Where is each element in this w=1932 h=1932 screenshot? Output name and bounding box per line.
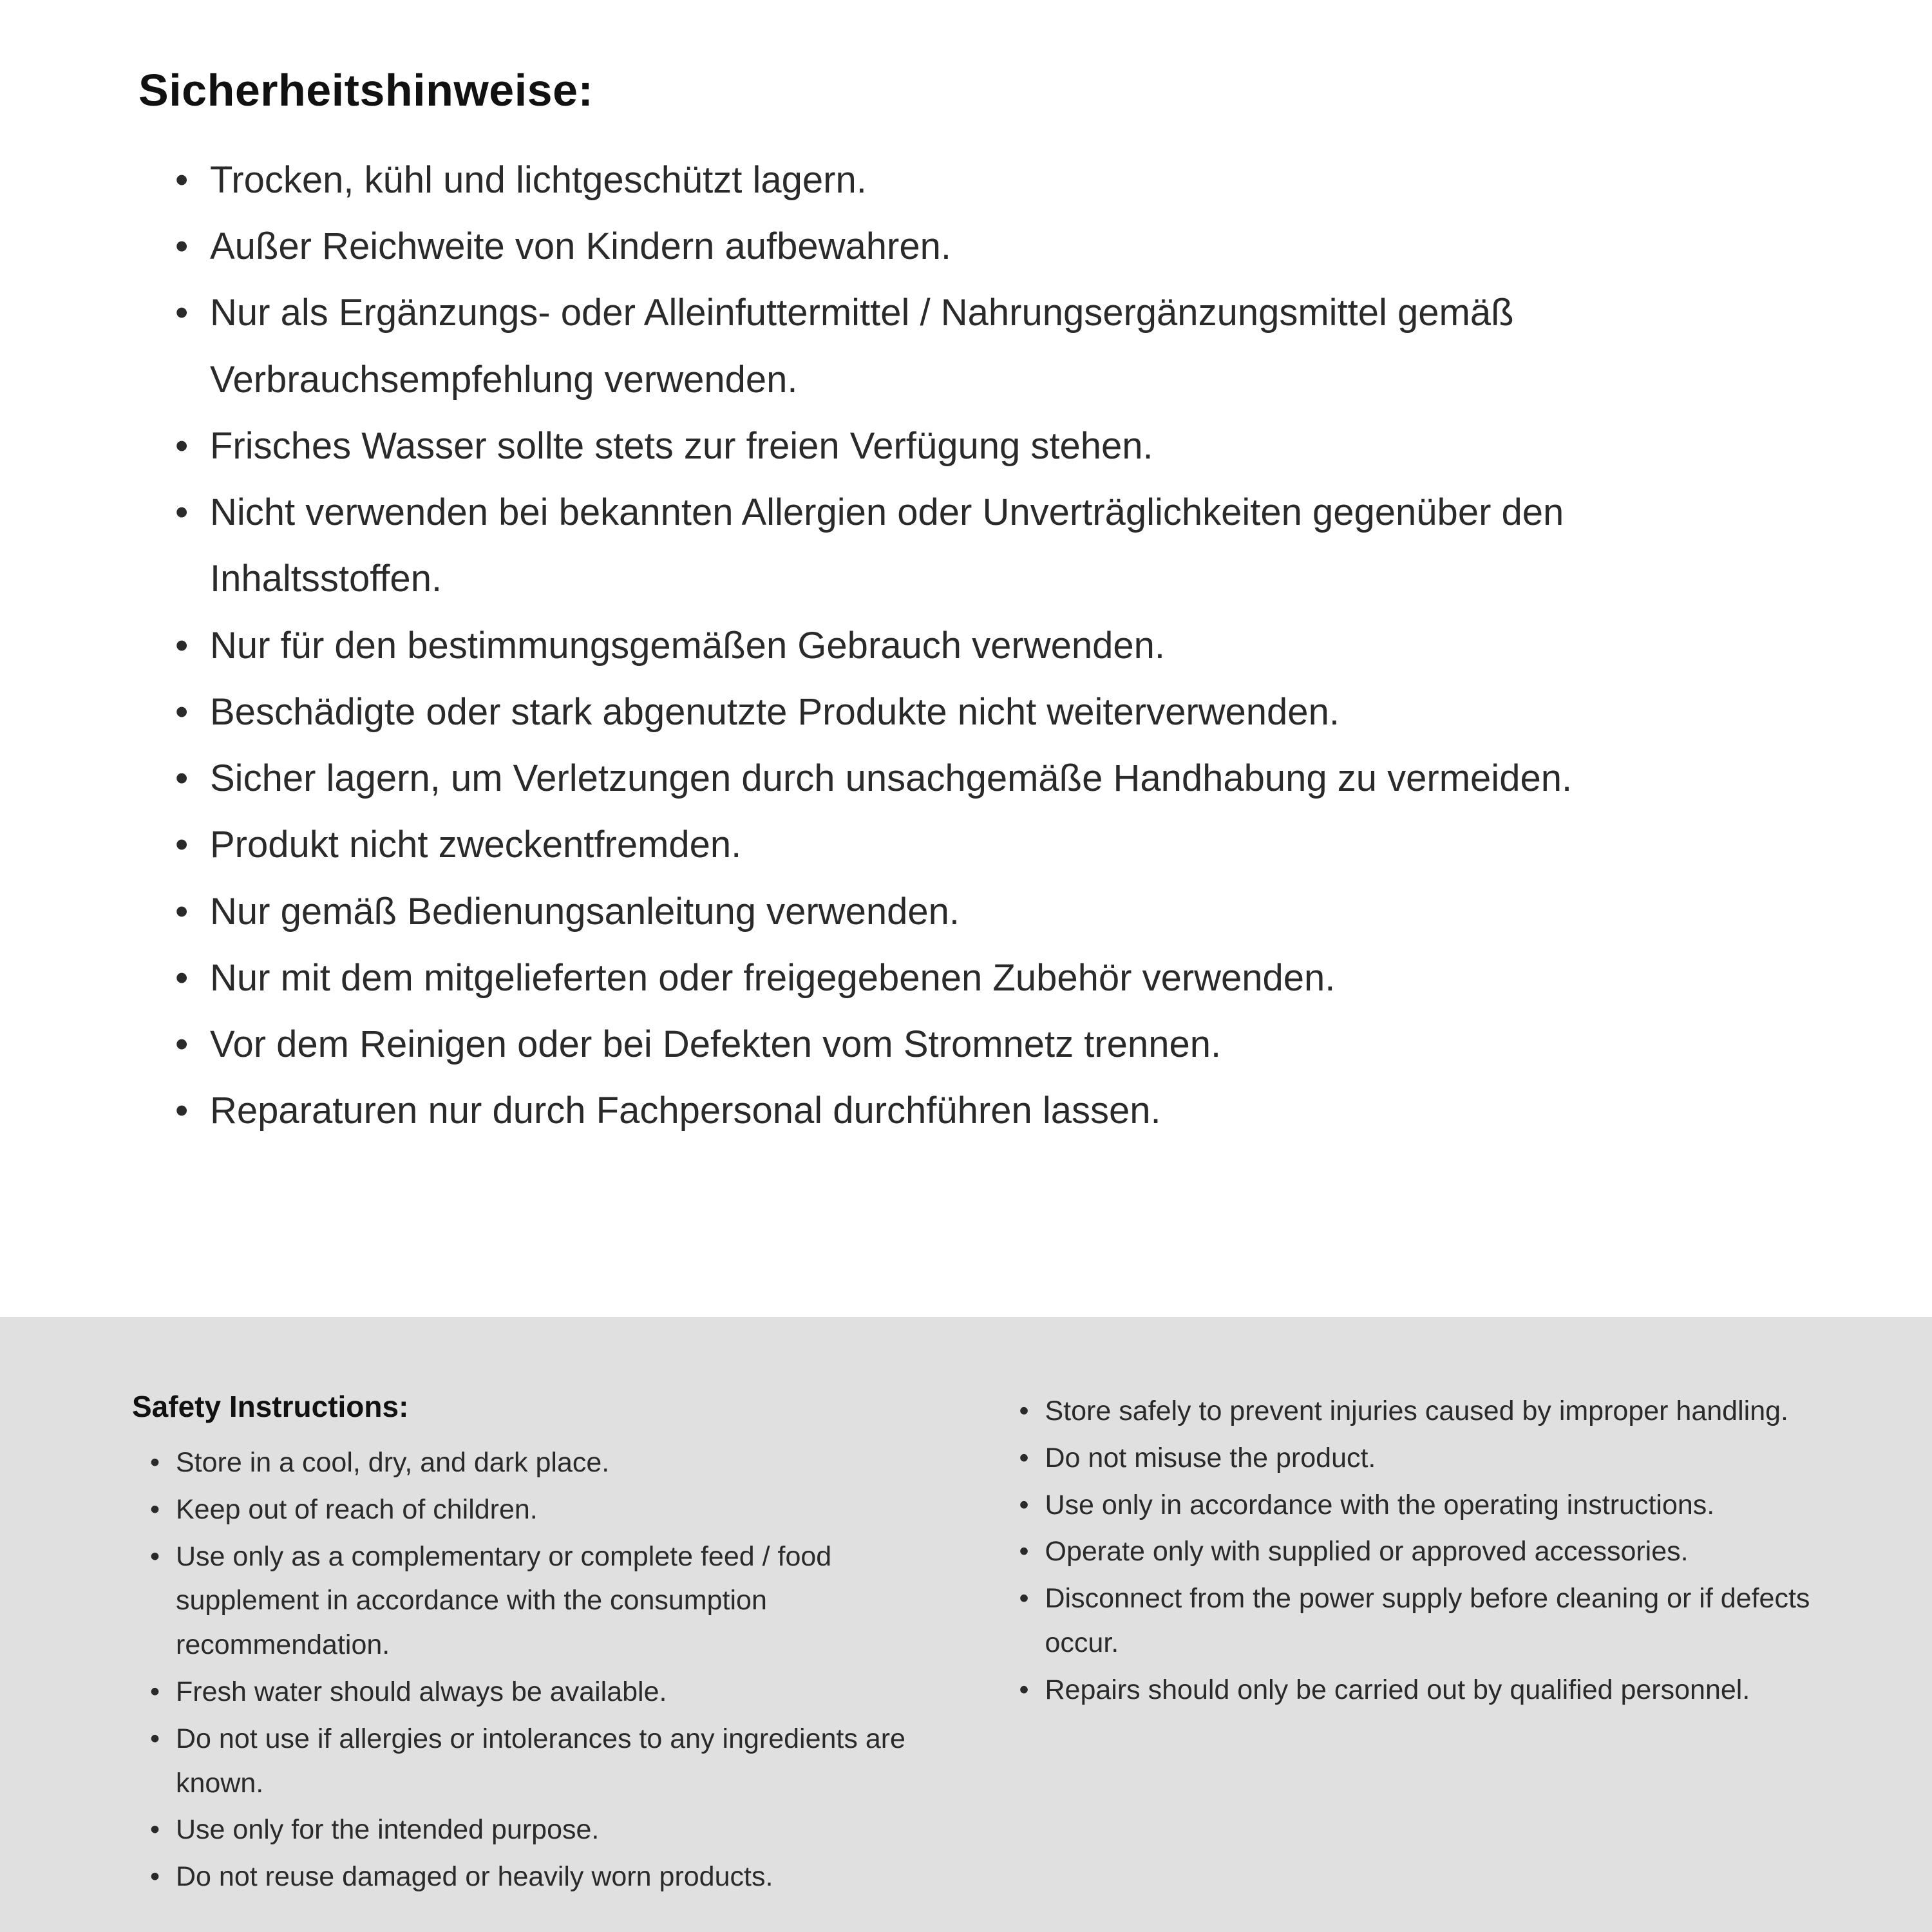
list-item: • Repairs should only be carried out by qualified personnel. <box>1019 1668 1836 1712</box>
list-item: • Nur als Ergänzungs- oder Alleinfuttermittel / Nahrungsergänzungsmittel gemäß Verbrauchsempfehlung verwenden. <box>175 279 1721 412</box>
english-title: Safety Instructions: <box>132 1390 409 1423</box>
list-item: • Do not reuse damaged or heavily worn products. <box>150 1855 949 1899</box>
list-item: • Use only for the intended purpose. <box>150 1808 949 1852</box>
list-item: • Reparaturen nur durch Fachpersonal durchführen lassen. <box>175 1077 1721 1144</box>
list-item: • Nur für den bestimmungsgemäßen Gebrauch verwenden. <box>175 612 1721 679</box>
list-item: • Nur gemäß Bedienungsanleitung verwenden. <box>175 878 1721 945</box>
english-section <box>0 1317 1932 1932</box>
german-title: Sicherheitshinweise: <box>138 65 594 115</box>
list-item: • Außer Reichweite von Kindern aufbewahren. <box>175 213 1721 279</box>
list-item: • Use only in accordance with the operating instructions. <box>1019 1483 1836 1528</box>
list-item: • Store in a cool, dry, and dark place. <box>150 1441 949 1485</box>
list-item: • Do not misuse the product. <box>1019 1436 1836 1481</box>
english-list-left <box>132 1441 949 1899</box>
list-item: • Frisches Wasser sollte stets zur freien Verfügung stehen. <box>175 413 1721 479</box>
english-column-right <box>1019 1389 1836 1932</box>
list-item: • Do not use if allergies or intolerances to any ingredients are known. <box>150 1717 949 1806</box>
list-item: • Sicher lagern, um Verletzungen durch unsachgemäße Handhabung zu vermeiden. <box>175 745 1721 811</box>
list-item: • Produkt nicht zweckentfremden. <box>175 811 1721 878</box>
list-item: • Beschädigte oder stark abgenutzte Produkte nicht weiterverwenden. <box>175 679 1721 745</box>
german-list <box>138 147 1721 1144</box>
list-item: • Trocken, kühl und lichtgeschützt lagern. <box>175 147 1721 213</box>
list-item: • Keep out of reach of children. <box>150 1488 949 1532</box>
english-column-left <box>132 1389 949 1932</box>
list-item: • Nur mit dem mitgelieferten oder freigegebenen Zubehör verwenden. <box>175 945 1721 1011</box>
list-item: • Use only as a complementary or complete feed / food supplement in accordance with the consumption recommendation. <box>150 1535 949 1667</box>
list-item: • Operate only with supplied or approved accessories. <box>1019 1530 1836 1574</box>
english-list-right <box>1019 1389 1836 1712</box>
list-item: • Disconnect from the power supply before cleaning or if defects occur. <box>1019 1577 1836 1665</box>
list-item: • Nicht verwenden bei bekannten Allergien oder Unverträglichkeiten gegenüber den Inhaltsstoffen. <box>175 479 1721 612</box>
list-item: • Fresh water should always be available. <box>150 1670 949 1714</box>
list-item: • Store safely to prevent injuries caused by improper handling. <box>1019 1389 1836 1434</box>
list-item: • Vor dem Reinigen oder bei Defekten vom Stromnetz trennen. <box>175 1011 1721 1077</box>
